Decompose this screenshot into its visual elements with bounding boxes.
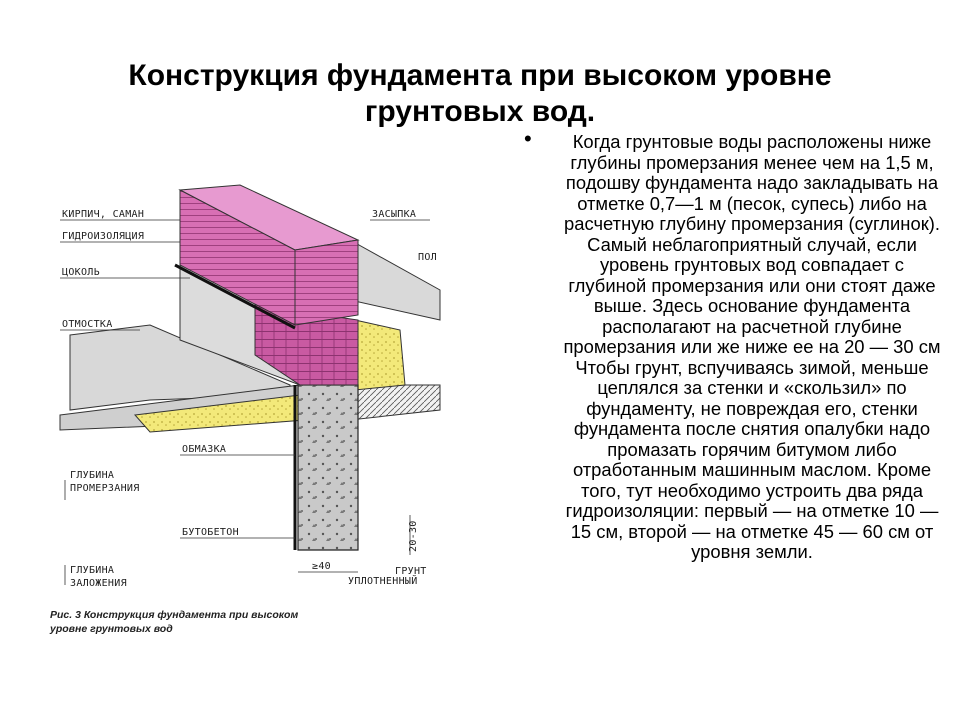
figure-caption-line-1: Рис. 3 Конструкция фундамента при высоком <box>50 609 299 621</box>
slide-title <box>0 58 960 130</box>
label-floor: ПОЛ <box>418 252 437 263</box>
title-line-1: Конструкция фундамента при высоком уровне <box>128 59 832 92</box>
label-waterproofing: ГИДРОИЗОЛЯЦИЯ <box>62 231 145 242</box>
label-brick: КИРПИЧ, САМАН <box>62 209 145 220</box>
label-coating: ОБМАЗКА <box>182 444 227 455</box>
label-soil: ГРУНТ <box>395 566 427 577</box>
label-freeze-depth-1: ГЛУБИНА <box>70 470 115 481</box>
figure-caption-line-2: уровне грунтовых вод <box>50 623 173 635</box>
rubble-concrete-foundation <box>298 385 358 550</box>
backfill <box>355 320 405 390</box>
label-height-dim: 20-30 <box>408 520 419 552</box>
bullet-marker: • <box>524 126 532 151</box>
label-laying-depth-2: ЗАЛОЖЕНИЯ <box>70 578 127 589</box>
label-plinth: ЦОКОЛЬ <box>62 267 100 278</box>
brick-wall-front <box>295 240 358 325</box>
label-compacted: УПЛОТНЕННЫЙ <box>348 576 418 587</box>
label-laying-depth-1: ГЛУБИНА <box>70 565 115 576</box>
label-freeze-depth-2: ПРОМЕРЗАНИЯ <box>70 483 140 494</box>
foundation-diagram <box>40 180 460 650</box>
label-backfill: ЗАСЫПКА <box>372 209 417 220</box>
body-paragraph: Когда грунтовые воды расположены ниже глубины промерзания менее чем на 1,5 м, подошву фундамента надо закладывать на отметке 0,7—1 м (песок, супесь) либо на расчетную глубину промерзания (суглинок). Самый неблагоприятный случай, если уровень грунтовых вод совпадает с глубиной промерзания или они стоят даже выше. Здесь основание фундамента располагают на расчетной глубине промерзания или же ниже ее на 20 — 30 см Чтобы грунт, вспучиваясь зимой, меньше цеплялся за стенки и «скользил» по фундаменту, не повреждая его, стенки фундамента после снятия опалубки надо промазать горячим битумом либо отработанным машинным маслом. Кроме того, тут необходимо устроить два ряда гидроизоляции: первый — на отметке 10 — 15 см, второй — на отметке 45 — 60 см от уровня земли. <box>563 131 941 562</box>
label-width-dim: ≥40 <box>312 561 331 572</box>
label-rubble-concrete: БУТОБЕТОН <box>182 527 239 538</box>
ground-right-surface <box>350 385 440 420</box>
label-blind-area: ОТМОСТКА <box>62 319 113 330</box>
title-line-2: грунтовых вод. <box>364 95 596 128</box>
